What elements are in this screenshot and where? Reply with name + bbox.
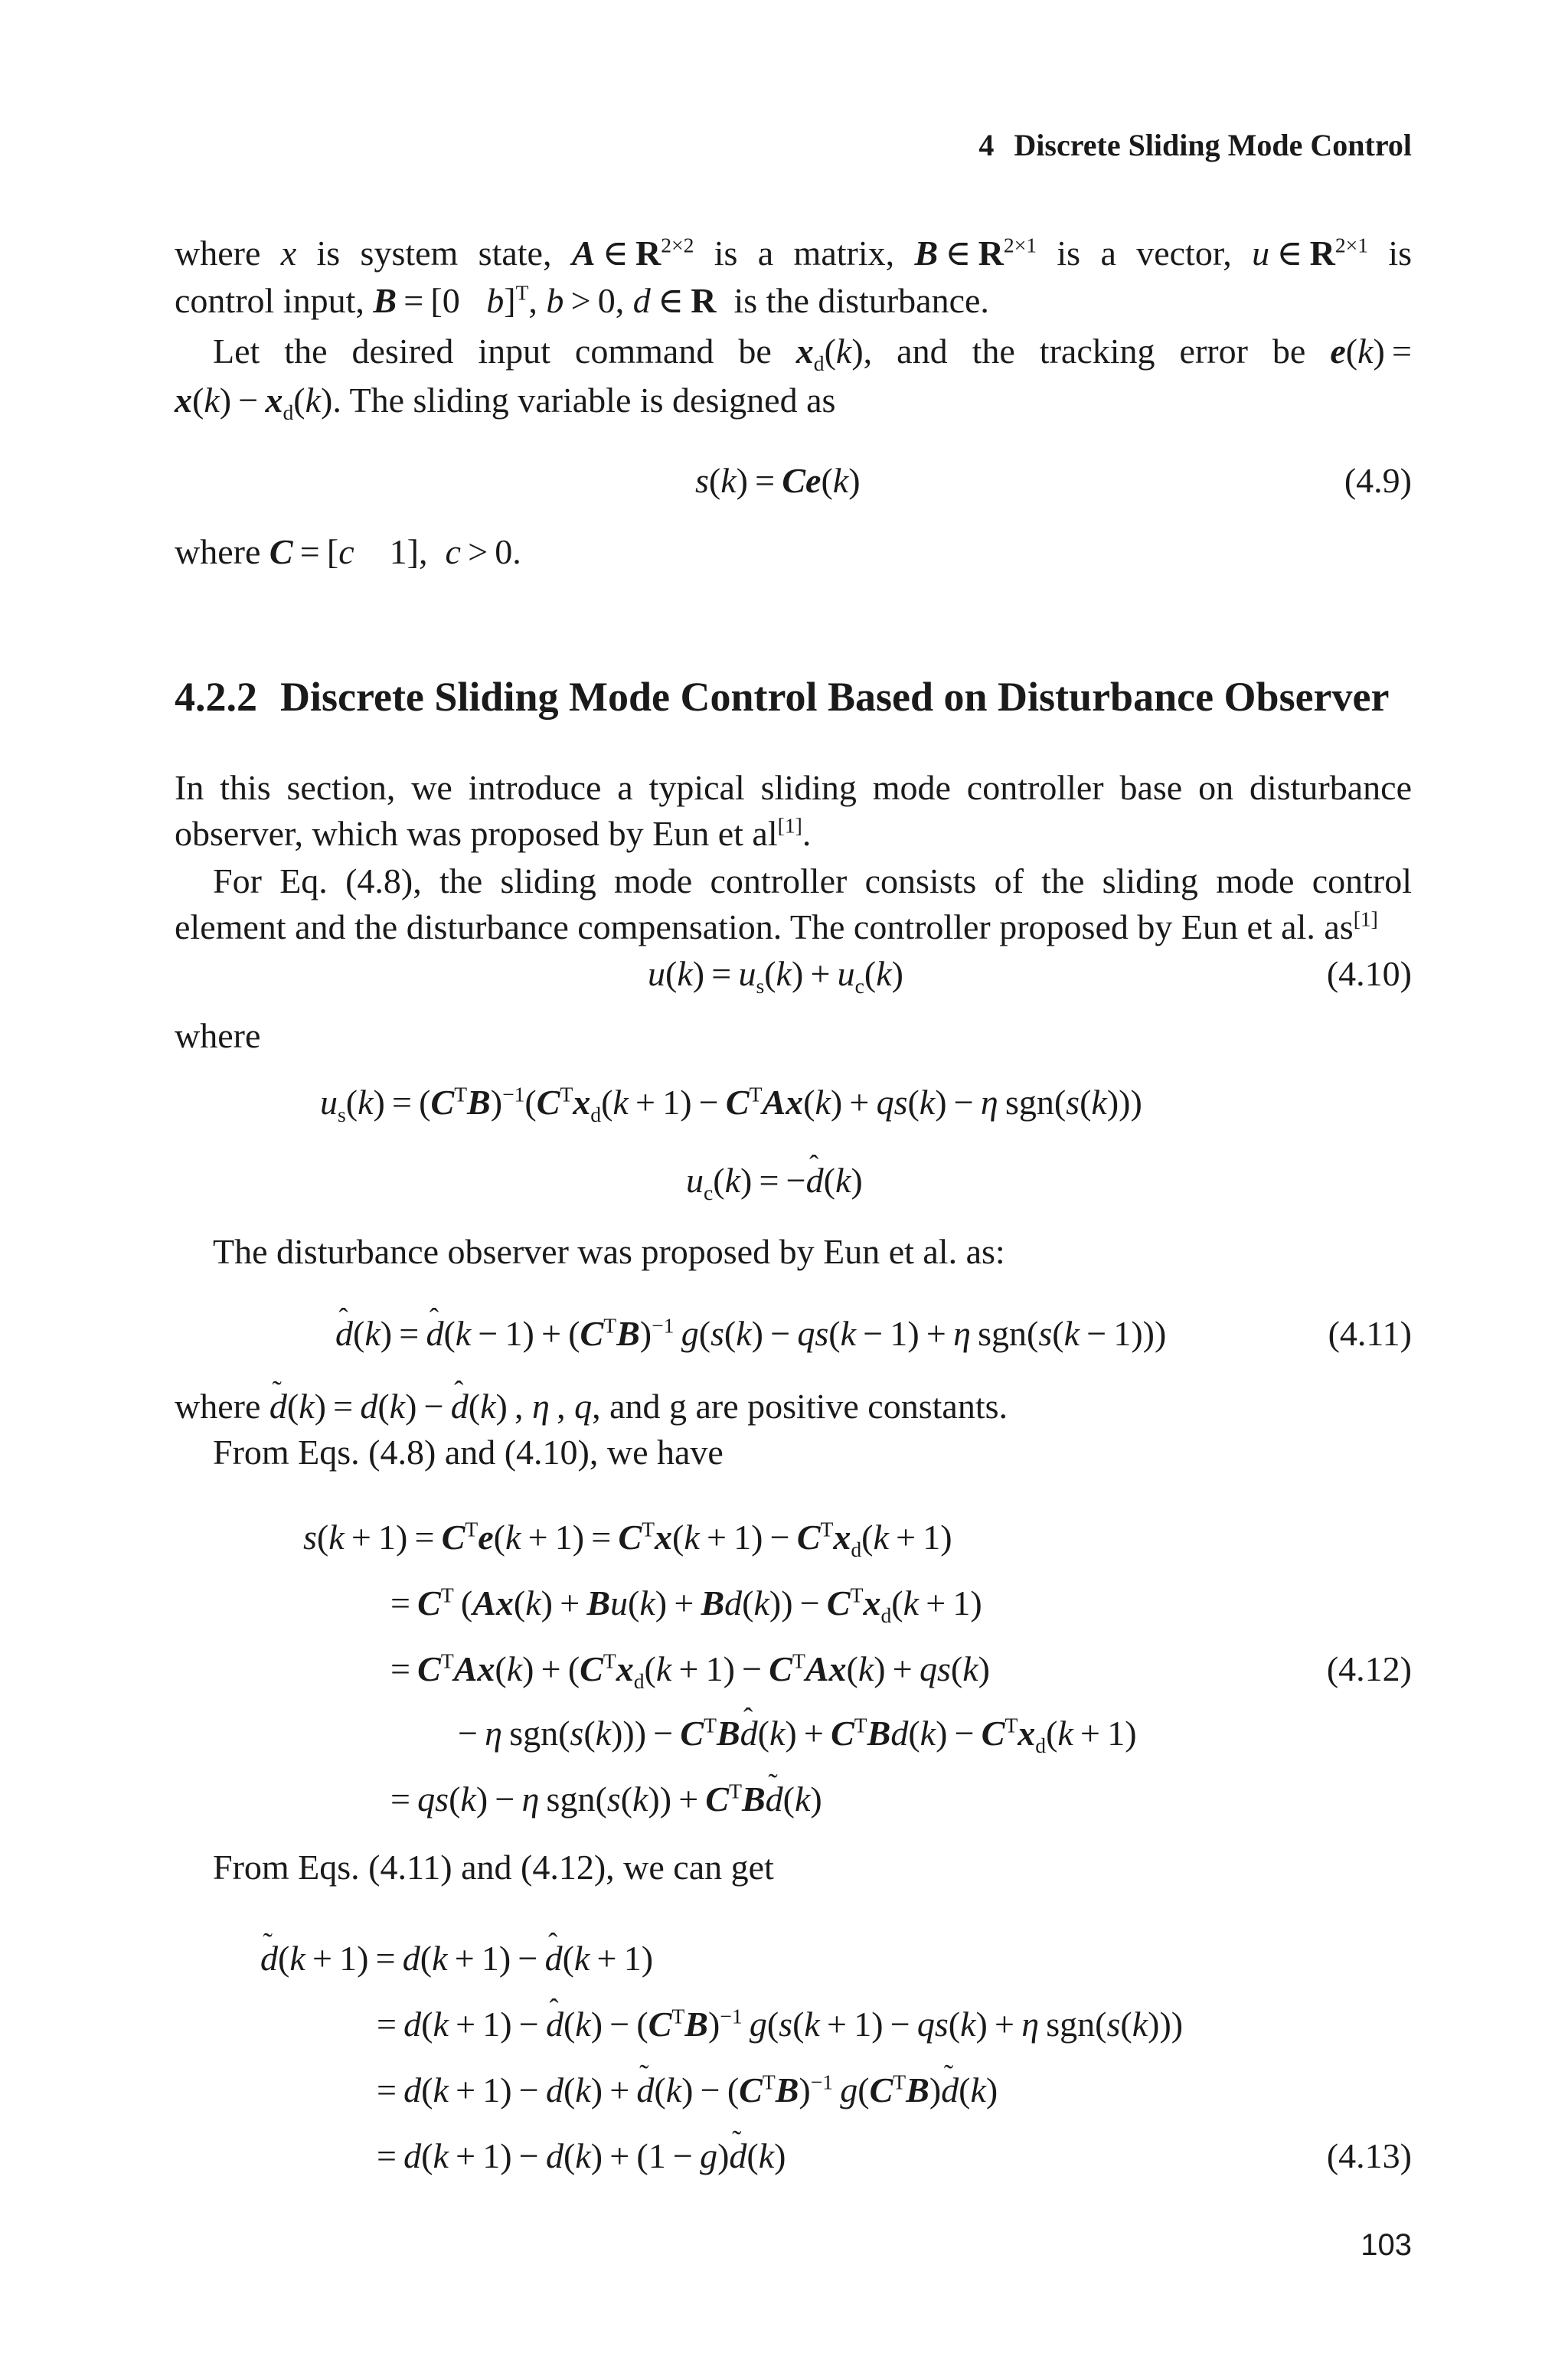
paragraph-line [175, 1429, 1412, 1476]
paragraph-line: $x(k) - x_d(k)$. The sliding variable is designed as [175, 381, 836, 425]
paragraph-line [175, 764, 1412, 812]
text-span: is a matrix, [714, 234, 895, 273]
equation-4-12-line5: = qs(k) − η $sgn(s(k)) + C^TB˜$ d(k) [390, 1776, 822, 1822]
equation-4-9: s(k) = Ce(k) [695, 461, 861, 500]
paragraph-line [175, 858, 1412, 905]
equation-number: (4.10) [1326, 954, 1412, 993]
text-span: is the disturbance. [733, 281, 989, 320]
paragraph-line: Let the desired input command be $x_d(k)$, and the tracking error be e(k) = [213, 332, 1413, 376]
paragraph-line [175, 1844, 1412, 1891]
equation-4-12-line4: − η $sgn(s(k))) - C^TBˆ$ $d(k) + C^TBd(k) - C^Tx_d(k + 1)$ [458, 1711, 1137, 1756]
section-heading [175, 670, 1412, 724]
equation-4-13-line3: = d(k + 1) − d(k) + ˜ $d(k) - (C^TB)^{-1}$ $g(C^TB)˜$ d(k) [377, 2067, 998, 2113]
section-title: Discrete Sliding Mode Control Based on Disturbance Observer [280, 674, 1390, 720]
text-span: , and g are positive constants. [592, 1387, 1008, 1426]
text-span: where [175, 1387, 261, 1426]
text-span: where [175, 1016, 261, 1055]
equation-4-12-line3: = $C^TAx(k) + (C^Tx_d(k + 1) - C^TAx(k) + qs(k)$ [390, 1649, 990, 1694]
text-span: From Eqs. (4.8) and (4.10), we have [213, 1433, 724, 1472]
paragraph-line: observer, which was proposed by Eun et al[1]. [175, 813, 812, 853]
citation: [1] [1353, 907, 1378, 931]
text-span: For Eq. (4.8), the sliding mode controller consists of the sliding mode control [213, 861, 1412, 900]
equation-4-12-line2: = $C^T$ $(Ax(k) + Bu(k) + Bd(k)) - C^Tx_d(k + 1)$ [390, 1583, 982, 1628]
page-content [175, 0, 1412, 2379]
text-span: is [1388, 234, 1413, 273]
paragraph-line [175, 904, 1412, 951]
equation-4-13-line1: ˜ d(k + 1) = d(k + 1) − ˆ d(k + 1) [260, 1936, 653, 1982]
text-span: observer, which was proposed by Eun et al [175, 814, 778, 853]
equation-us: $u_s(k) = (C^TB)^{-1}(C^Tx_d(k + 1) - C^TAx(k) + qs(k) - \eta$ sgn(s(k))) [320, 1082, 1142, 1127]
text-span: where [175, 532, 261, 571]
text-span: Let the desired input command be [213, 332, 772, 371]
equation-4-10: $u(k) = u_s(k) + u_c(k)$ [648, 954, 903, 998]
chapter-title: Discrete Sliding Mode Control [1014, 128, 1412, 162]
paragraph-line [175, 1012, 1412, 1060]
running-head [978, 127, 1412, 163]
text-span: The disturbance observer was proposed by Eun et al. as: [213, 1232, 1005, 1271]
equation-4-12-line1: $s(k + 1) = C^Te(k + 1) = C^Tx(k + 1) - C^Tx_d(k + 1)$ [303, 1517, 952, 1562]
text-span: From Eqs. (4.11) and (4.12), we can get [213, 1848, 774, 1887]
paragraph-line: where x is system state, A ∈ $R^{2\times 2}$ is a matrix, B ∈ $R^{2\times 1}$ is a vector, u ∈ $R^{2\times 1}$ is [175, 233, 1413, 273]
text-span: control input, [175, 281, 364, 320]
equation-number: (4.12) [1326, 1649, 1412, 1688]
equation-4-11: ˆ d(k) = ˆ $d(k - 1) + (C^TB)^{-1}$ g(s(k) − qs(k − 1) + η sgn(s(k − 1))) [335, 1311, 1166, 1357]
section-number: 4.2.2 [175, 674, 257, 720]
text-span: In this section, we introduce a typical sliding mode controller base on disturbance [175, 768, 1412, 807]
text-span: element and the disturbance compensation. The controller proposed by Eun et al. as [175, 907, 1354, 946]
text-span: is system state, [316, 234, 552, 273]
equation-uc: $u_c(k)$ = −ˆ d(k) [686, 1158, 863, 1204]
text-span: where [175, 234, 261, 273]
text-span: is a vector, [1057, 234, 1232, 273]
chapter-number: 4 [978, 128, 995, 162]
text-span: , and the tracking error be [863, 332, 1306, 371]
citation: [1] [777, 813, 802, 838]
equation-number: (4.11) [1328, 1314, 1412, 1353]
paragraph-line: where ˜ d(k) = d(k) − ˆ d(k) , η , q, and g are positive constants. [175, 1383, 1412, 1430]
paragraph-line: where C = [c 1], c > 0. [175, 532, 521, 571]
paragraph-line: control input, B = [0 b]$^T$, b > 0, d ∈ R is the disturbance. [175, 280, 989, 320]
text-span: . The sliding variable is designed as [332, 381, 836, 420]
equation-number: (4.9) [1344, 461, 1412, 500]
equation-number: (4.13) [1326, 2136, 1412, 2175]
page-number: 103 [1361, 2228, 1412, 2262]
paragraph-line [175, 1228, 1412, 1276]
equation-4-13-line4: = d(k + 1) − d(k) + (1 − g)˜ d(k) [377, 2133, 786, 2179]
equation-4-13-line2: = d(k + 1) − ˆ $d(k) - (C^TB)^{-1}$ g(s(k + 1) − qs(k) + η sgn(s(k))) [377, 2002, 1183, 2047]
